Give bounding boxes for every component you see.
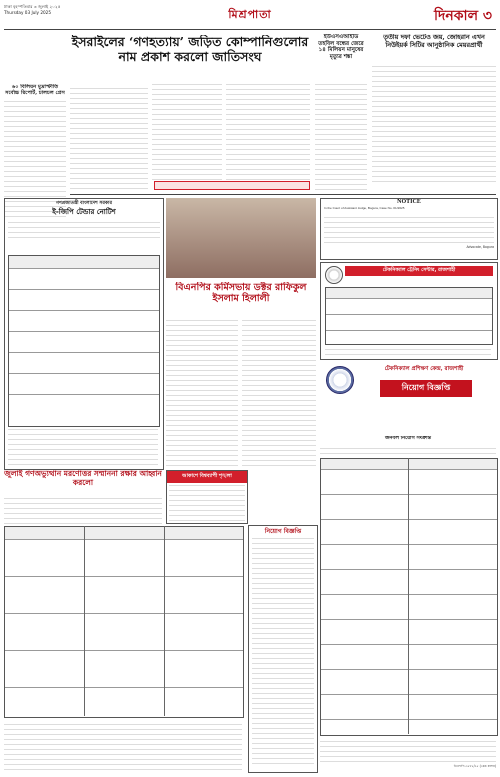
mid-divider: [70, 194, 496, 195]
main-story-col-1: [70, 84, 148, 189]
job-table-title: জনবল নিয়োগ সংক্রান্ত: [384, 436, 432, 441]
side-story-text: [315, 80, 367, 190]
recruitment-notice: [320, 362, 496, 432]
technical-notice-footer: [325, 345, 491, 355]
tender-notice: [4, 198, 164, 470]
english-notice-title: NOTICE: [397, 199, 421, 205]
english-notice-body: [324, 213, 494, 243]
gono-table-col-divider-1: [84, 526, 85, 716]
page-number: ৩: [482, 8, 492, 24]
bnp-col-2: [242, 316, 316, 466]
gono-table: [4, 526, 244, 718]
banner-ad-title: আকাশে বিশ্বব্যাপী শৃঙ্খলা: [167, 471, 247, 483]
technical-notice: [320, 262, 498, 360]
main-story-subhead-strip: [154, 181, 310, 190]
job-table-intro: [320, 444, 496, 454]
gono-intro: [4, 494, 162, 524]
recruitment-org: টেকনিক্যাল প্রশিক্ষণ কেন্দ্র, রাজশাহী: [384, 366, 464, 372]
page-header: [0, 0, 500, 30]
job-table-heading: [320, 436, 496, 456]
date-english: Thursday 03 July 2025: [4, 10, 51, 15]
bnp-col-1: [166, 316, 238, 466]
right-story-headline: তৃতীয় দফা ভেটেও জয়, জোহরান এখন নিউইয়র্ক সিটির আনুষ্ঠানিক মেয়রপ্রার্থী: [383, 34, 485, 49]
small-recruit-notice: [248, 525, 318, 773]
banner-ad: [166, 470, 248, 524]
job-table: [320, 458, 498, 736]
bnp-headline: বিএনপির কর্মিসভায় ডক্টর রাফিকুল ইসলাম হিলালী: [175, 282, 307, 305]
job-table-footer: [320, 738, 496, 762]
side-story-top: [315, 34, 367, 80]
banner-ad-text: [169, 485, 245, 521]
small-recruit-text: [252, 538, 314, 764]
footer-ref: ডিএফপি-৩৫৮৫/২৫ (৩x৪ কলাম): [453, 764, 496, 768]
masthead-logo: [434, 4, 492, 28]
tender-footer: [8, 429, 158, 465]
right-story-text: [372, 64, 496, 182]
main-story-col-3: [226, 84, 310, 180]
header-rule: [4, 29, 496, 30]
technical-notice-header: টেকনিক্যাল ট্রেনিং সেন্টার, রাজশাহী: [345, 266, 493, 276]
tender-title: ই-জিপি টেন্ডার নোটিশ: [52, 207, 116, 217]
main-headline: ইসরাইলের ‘গণহত্যায়’ জড়িত কোম্পানিগুলোর নাম প্রকাশ করলো জাতিসংঘ: [71, 35, 309, 64]
small-recruit-title: নিয়োগ বিজ্ঞপ্তি: [264, 528, 302, 535]
english-notice: [320, 198, 498, 260]
tender-table: [8, 255, 160, 427]
tender-intro: [8, 220, 160, 238]
organization-logo-icon: [326, 366, 354, 394]
brand-name: দিনকাল: [434, 8, 479, 24]
technical-notice-table: [325, 287, 493, 345]
gono-footer: [4, 720, 242, 770]
gono-headline: জুলাই গণঅভ্যুত্থান মরণোত্তর সম্মাননা রক্ষার আহ্বান করলো: [4, 470, 162, 487]
side-story-headline: ইউএসএআইডি তহবিল বন্ধের জেরে ১৪ মিলিয়ন মানুষের মৃত্যুর শঙ্কা: [318, 34, 364, 60]
main-story-col-2: [152, 84, 222, 180]
government-seal-icon: [325, 266, 343, 284]
recruitment-title: নিয়োগ বিজ্ঞপ্তি: [380, 380, 472, 397]
left-column-headline: ৬০ বিলিয়ন মুদ্রাস্ফীতি সর্বোচ্চ রিপোর্ট, চালচল প্রেস: [5, 84, 65, 97]
news-photo: [166, 198, 316, 278]
english-notice-signer: Advocate, Bogura: [466, 244, 494, 249]
english-notice-line: In the Court of Assistant Judge, Bogura, Case No. 01/2025: [324, 206, 405, 211]
job-table-col-divider: [408, 458, 409, 734]
date-bangla: ঢাকা বৃহস্পতিবার ৩ জুলাই ২০২৫: [4, 4, 61, 9]
gono-table-col-divider-2: [164, 526, 165, 716]
tender-org: গণপ্রজাতন্ত্রী বাংলাদেশ সরকার: [55, 201, 113, 206]
section-title: মিশ্রপাতা: [228, 8, 272, 21]
